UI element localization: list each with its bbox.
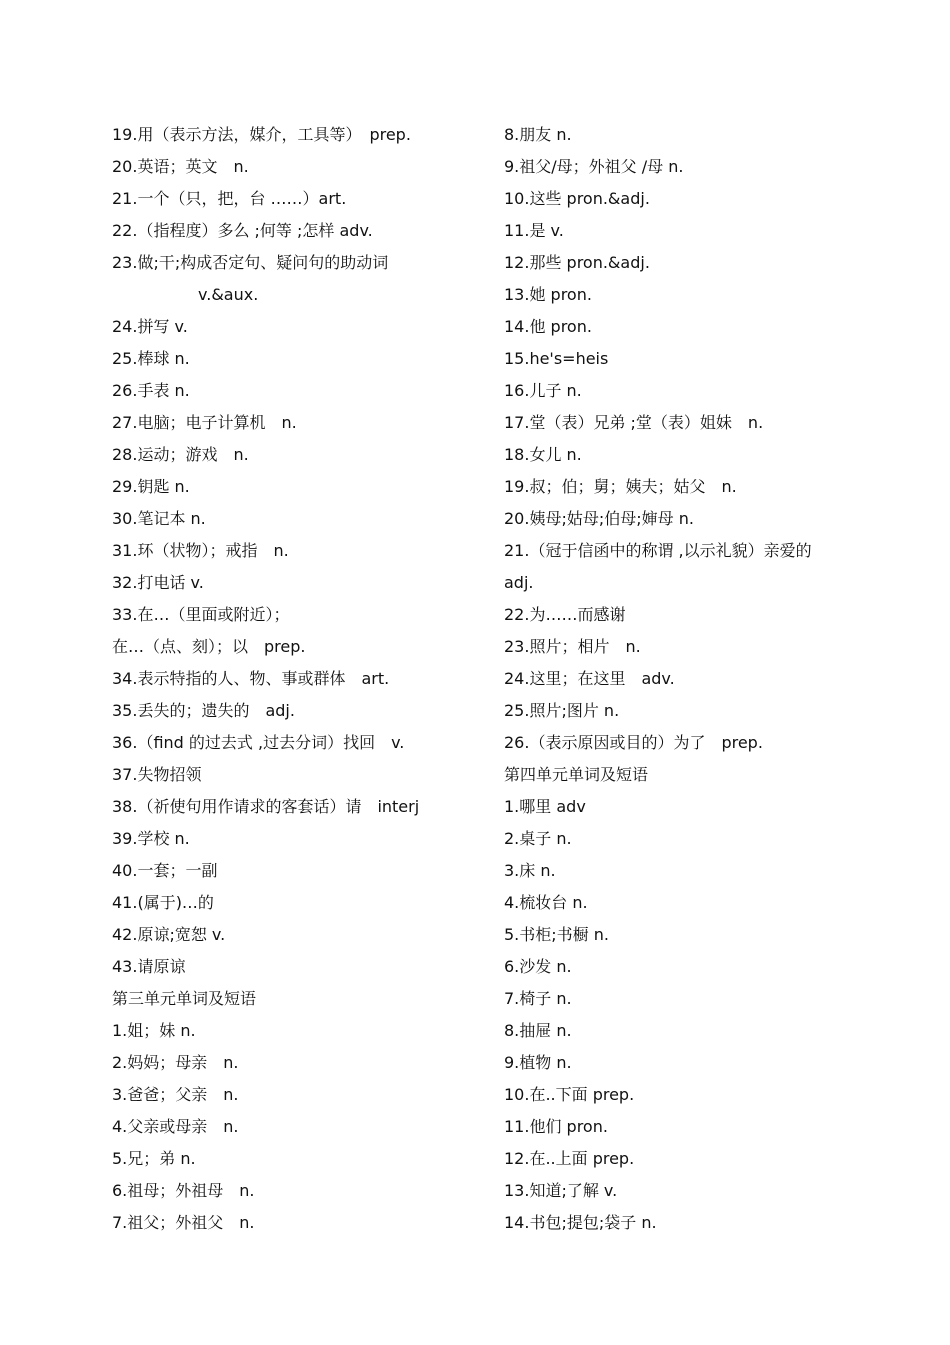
vocab-line: 13.知道;了解 v. [504,1181,618,1200]
vocab-line-continuation: v.&aux. [198,285,259,304]
vocab-line: 23.做;干;构成否定句、疑问句的助动词 [112,253,389,272]
vocab-line: 4.梳妆台 n. [504,893,588,912]
vocab-line: 15.he's=heis [504,349,609,368]
vocab-line: 22.为……而感谢 [504,605,626,624]
vocab-line: 10.这些 pron.&adj. [504,189,650,208]
vocab-line: 6.祖母；外祖母 n. [112,1181,255,1200]
vocab-line: 13.她 pron. [504,285,592,304]
vocab-line: 19.用（表示方法，媒介，工具等） prep. [112,125,411,144]
vocab-line: 38.（祈使句用作请求的客套话）请 interj [112,797,420,816]
vocab-line: 30.笔记本 n. [112,509,206,528]
vocab-line: 32.打电话 v. [112,573,204,592]
vocab-line: 35.丢失的；遗失的 adj. [112,701,295,720]
vocab-line: 9.祖父/母；外祖父 /母 n. [504,157,684,176]
vocab-line: 19.叔；伯；舅；姨夫；姑父 n. [504,477,737,496]
vocab-line: 5.兄；弟 n. [112,1149,196,1168]
vocab-line: 26.手表 n. [112,381,190,400]
vocab-line: 12.那些 pron.&adj. [504,253,650,272]
vocab-line: 12.在..上面 prep. [504,1149,635,1168]
vocab-line: 14.他 pron. [504,317,592,336]
vocab-line: 11.是 v. [504,221,564,240]
vocab-line: 20.姨母;姑母;伯母;婶母 n. [504,509,694,528]
vocab-line: 41.(属于)…的 [112,893,214,912]
vocab-line: 24.拼写 v. [112,317,188,336]
vocab-line: 14.书包;提包;袋子 n. [504,1213,657,1232]
vocab-line: 34.表示特指的人、物、事或群体 art. [112,669,390,688]
vocab-line: 40.一套；一副 [112,861,218,880]
vocab-line: 2.桌子 n. [504,829,572,848]
left-column [112,119,482,1239]
vocab-line-continuation: adj. [504,573,534,592]
vocab-line: 43.请原谅 [112,957,186,976]
vocab-line: 25.棒球 n. [112,349,190,368]
vocab-line: 20.英语；英文 n. [112,157,249,176]
vocab-line: 5.书柜;书橱 n. [504,925,609,944]
vocab-line: 22.（指程度）多么 ;何等 ;怎样 adv. [112,221,373,240]
vocab-line: 28.运动；游戏 n. [112,445,249,464]
unit-heading: 第三单元单词及短语 [112,989,257,1008]
vocab-line: 26.（表示原因或目的）为了 prep. [504,733,763,752]
vocab-line: 6.沙发 n. [504,957,572,976]
vocab-line: 3.床 n. [504,861,556,880]
vocab-line: 8.朋友 n. [504,125,572,144]
vocab-line-continuation: 在…（点、刻）；以 prep. [112,637,306,656]
vocab-line: 11.他们 pron. [504,1117,608,1136]
vocab-line: 10.在..下面 prep. [504,1085,635,1104]
vocab-line: 2.妈妈；母亲 n. [112,1053,239,1072]
vocab-line: 29.钥匙 n. [112,477,190,496]
vocab-line: 31.环（状物）；戒指 n. [112,541,289,560]
vocab-line: 21.（冠于信函中的称谓 ,以示礼貌）亲爱的 [504,541,812,560]
vocab-line: 9.植物 n. [504,1053,572,1072]
vocab-line: 39.学校 n. [112,829,190,848]
vocab-line: 23.照片；相片 n. [504,637,641,656]
vocab-line: 42.原谅;宽恕 v. [112,925,226,944]
vocab-line: 25.照片;图片 n. [504,701,620,720]
vocab-line: 8.抽屉 n. [504,1021,572,1040]
vocab-line: 4.父亲或母亲 n. [112,1117,239,1136]
vocab-line: 7.椅子 n. [504,989,572,1008]
vocab-line: 1.哪里 adv [504,797,586,816]
vocab-line: 21.一个（只，把，台 ……）art. [112,189,347,208]
vocab-line: 24.这里；在这里 adv. [504,669,675,688]
vocab-line: 16.儿子 n. [504,381,582,400]
vocab-line: 33.在…（里面或附近）； [112,605,290,624]
vocab-line: 37.失物招领 [112,765,202,784]
vocab-line: 1.姐；妹 n. [112,1021,196,1040]
unit-heading: 第四单元单词及短语 [504,765,649,784]
vocab-line: 7.祖父；外祖父 n. [112,1213,255,1232]
vocab-line: 36.（find 的过去式 ,过去分词）找回 v. [112,733,405,752]
vocab-line: 27.电脑；电子计算机 n. [112,413,297,432]
vocab-line: 18.女儿 n. [504,445,582,464]
vocab-line: 3.爸爸；父亲 n. [112,1085,239,1104]
right-column [504,119,924,1239]
vocab-line: 17.堂（表）兄弟 ;堂（表）姐妹 n. [504,413,764,432]
